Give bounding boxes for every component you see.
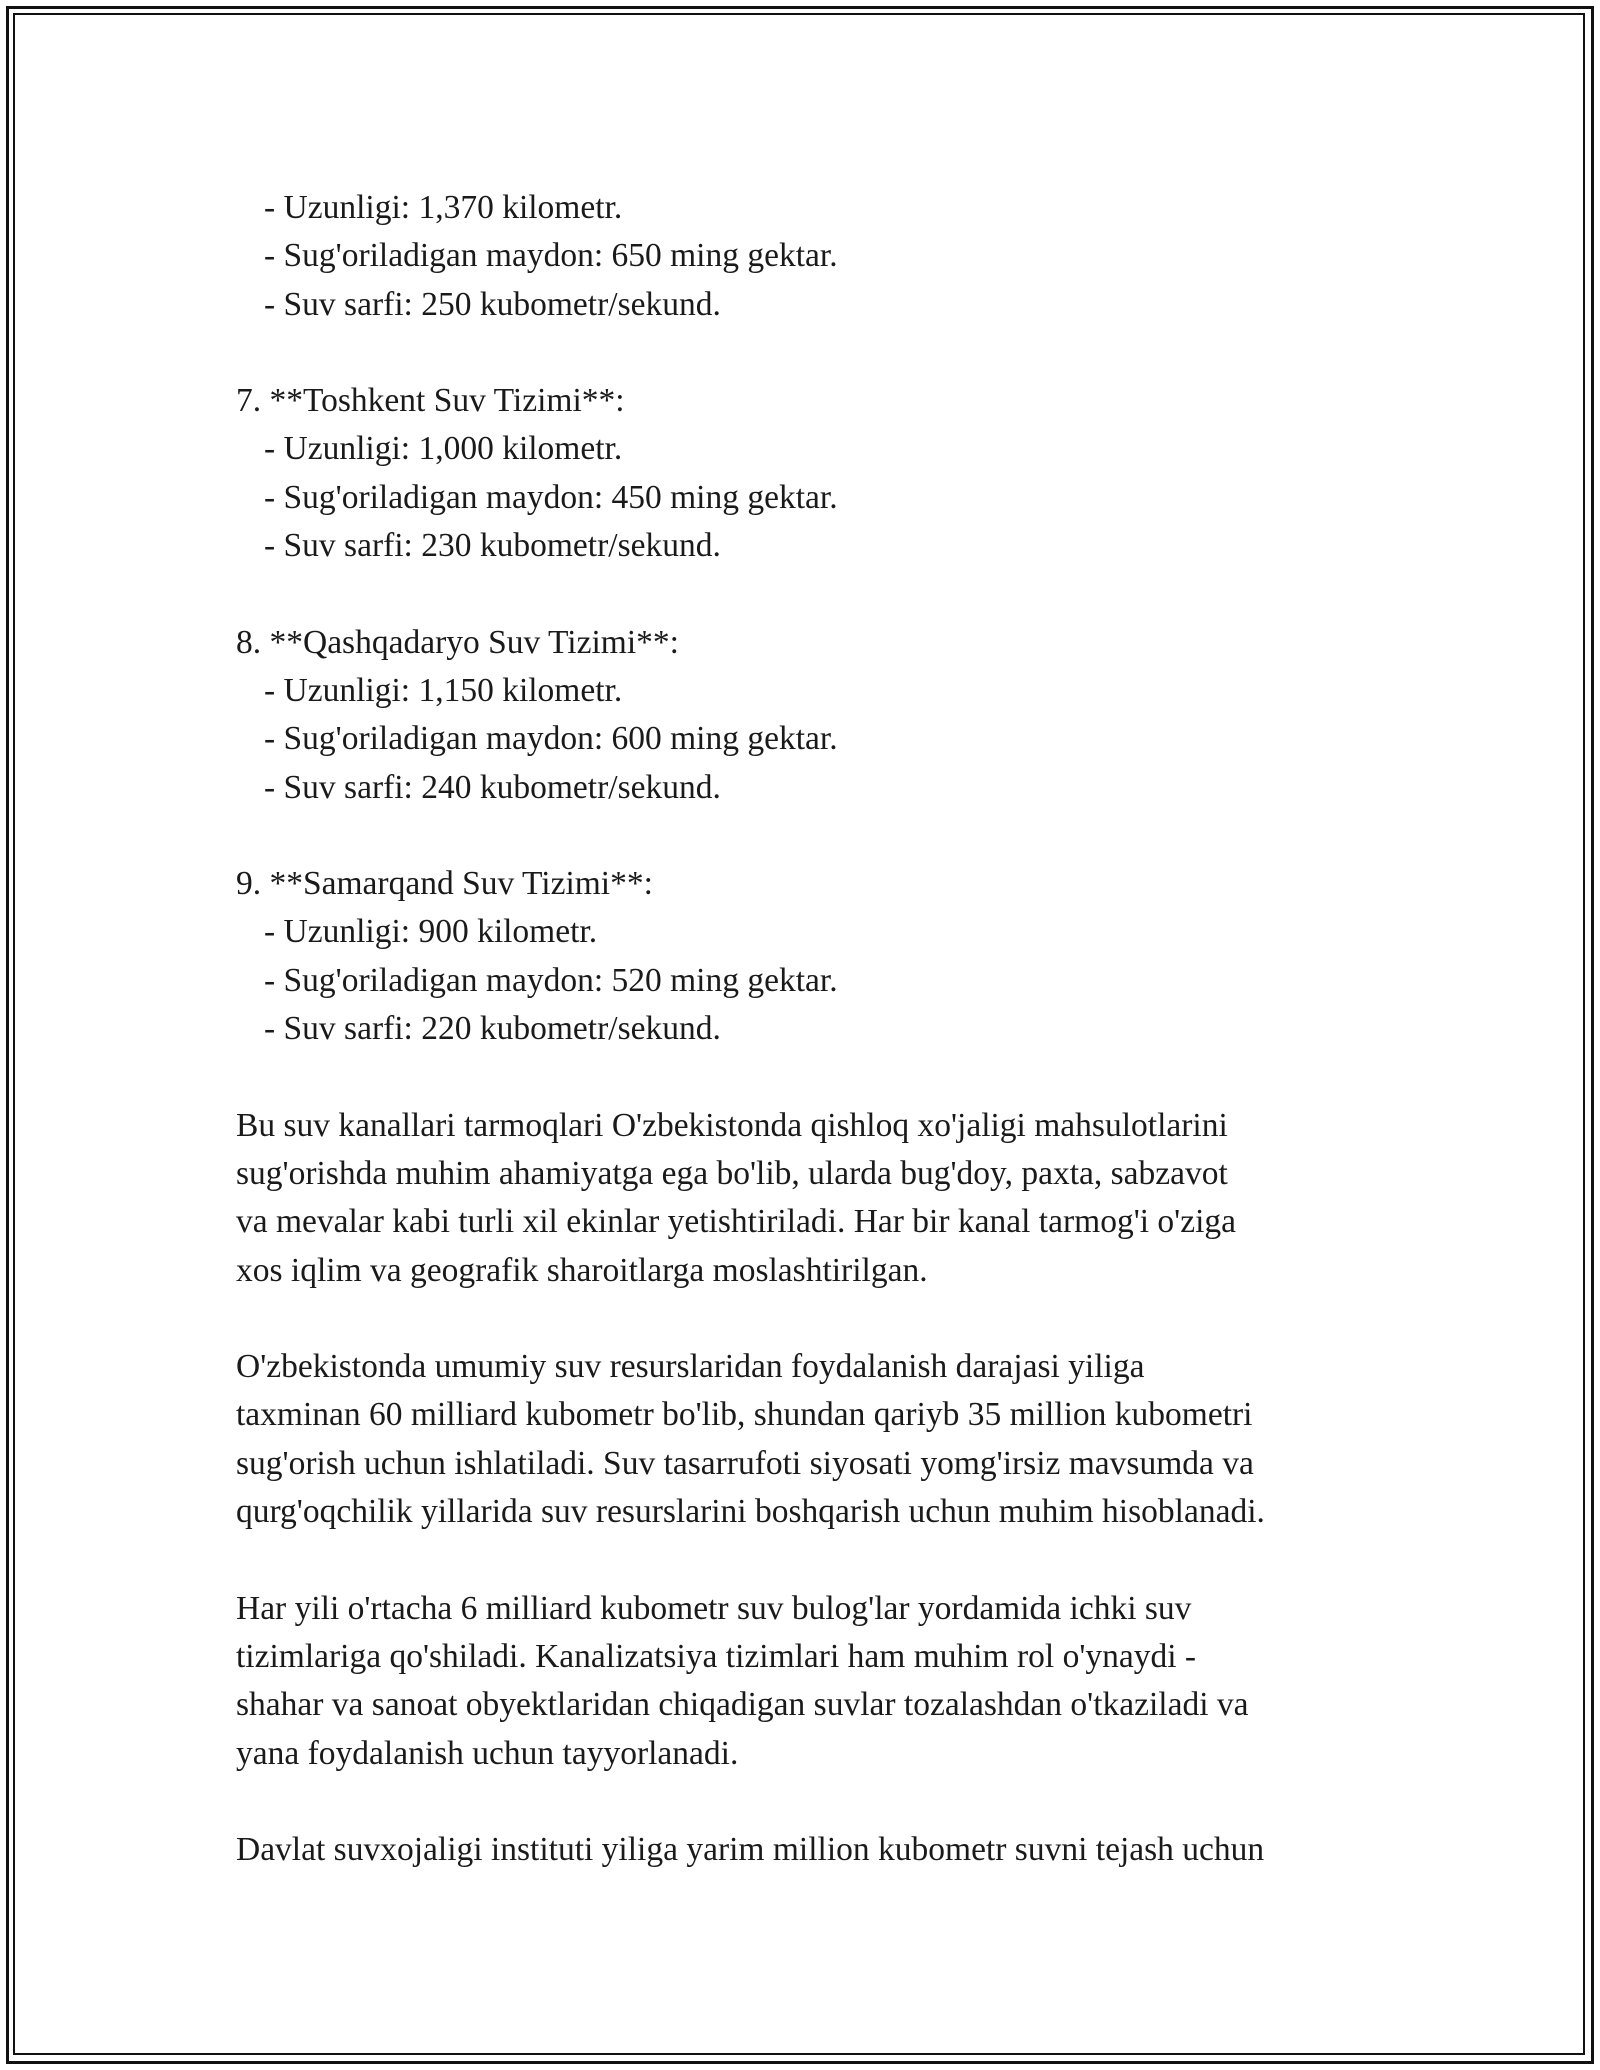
spacer xyxy=(236,812,1396,860)
list-item: - Sug'oriladigan maydon: 520 ming gektar. xyxy=(264,961,838,999)
spacer xyxy=(236,1536,1396,1584)
paragraph-line: Bu suv kanallari tarmoqlari O'zbekistonda qishloq xo'jaligi mahsulotlarini xyxy=(236,1106,1228,1144)
list-item: - Sug'oriladigan maydon: 600 ming gektar. xyxy=(264,720,838,758)
spacer xyxy=(236,329,1396,377)
system-section-qashqadaryo xyxy=(236,619,1396,812)
paragraph-line: shahar va sanoat obyektlaridan chiqadigan suvlar tozalashdan o'tkaziladi va xyxy=(236,1686,1249,1724)
list-item: - Uzunligi: 1,370 kilometr. xyxy=(264,189,623,226)
paragraph xyxy=(236,1343,1396,1536)
list-item: - Uzunligi: 1,000 kilometr. xyxy=(264,430,623,468)
intro-item-list xyxy=(236,184,1396,329)
paragraph-line: yana foydalanish uchun tayyorlanadi. xyxy=(236,1734,739,1772)
paragraph-line: qurg'oqchilik yillarida suv resurslarini boshqarish uchun muhim hisoblanadi. xyxy=(236,1493,1265,1531)
paragraph xyxy=(236,1102,1396,1295)
spacer xyxy=(236,1295,1396,1343)
document-body xyxy=(236,184,1396,1874)
paragraph-line: sug'orishda muhim ahamiyatga ega bo'lib, ularda bug'doy, paxta, sabzavot xyxy=(236,1154,1228,1192)
list-item: - Suv sarfi: 230 kubometr/sekund. xyxy=(264,527,721,565)
paragraph-line: xos iqlim va geografik sharoitlarga moslashtirilgan. xyxy=(236,1251,928,1289)
paragraph-line: tizimlariga qo'shiladi. Kanalizatsiya tizimlari ham muhim rol o'ynaydi - xyxy=(236,1637,1197,1675)
system-section-toshkent xyxy=(236,377,1396,570)
list-item: - Uzunligi: 900 kilometr. xyxy=(264,913,598,951)
spacer xyxy=(236,1778,1396,1826)
list-item: - Suv sarfi: 240 kubometr/sekund. xyxy=(264,768,721,806)
list-item: - Suv sarfi: 220 kubometr/sekund. xyxy=(264,1010,721,1048)
paragraph xyxy=(236,1826,1396,1874)
paragraph-line: Har yili o'rtacha 6 milliard kubometr suv bulog'lar yordamida ichki suv xyxy=(236,1589,1192,1627)
section-heading: 8. **Qashqadaryo Suv Tizimi**: xyxy=(236,623,679,661)
paragraph xyxy=(236,1585,1396,1778)
spacer xyxy=(236,570,1396,618)
list-item: - Uzunligi: 1,150 kilometr. xyxy=(264,671,623,709)
paragraph-line: taxminan 60 milliard kubometr bo'lib, shundan qariyb 35 million kubometri xyxy=(236,1396,1253,1434)
section-heading: 7. **Toshkent Suv Tizimi**: xyxy=(236,382,625,420)
section-heading: 9. **Samarqand Suv Tizimi**: xyxy=(236,865,653,903)
system-section-samarqand xyxy=(236,860,1396,1053)
list-item: - Sug'oriladigan maydon: 450 ming gektar. xyxy=(264,478,838,516)
paragraph-line: O'zbekistonda umumiy suv resurslaridan foydalanish darajasi yiliga xyxy=(236,1348,1145,1386)
paragraph-line: sug'orish uchun ishlatiladi. Suv tasarrufoti siyosati yomg'irsiz mavsumda va xyxy=(236,1444,1254,1482)
spacer xyxy=(236,1053,1396,1101)
paragraph-line: Davlat suvxojaligi instituti yiliga yarim million kubometr suvni tejash uchun xyxy=(236,1831,1265,1869)
paragraph-line: va mevalar kabi turli xil ekinlar yetishtiriladi. Har bir kanal tarmog'i o'ziga xyxy=(236,1203,1236,1241)
list-item: - Sug'oriladigan maydon: 650 ming gektar. xyxy=(264,237,838,275)
list-item: - Suv sarfi: 250 kubometr/sekund. xyxy=(264,285,721,323)
